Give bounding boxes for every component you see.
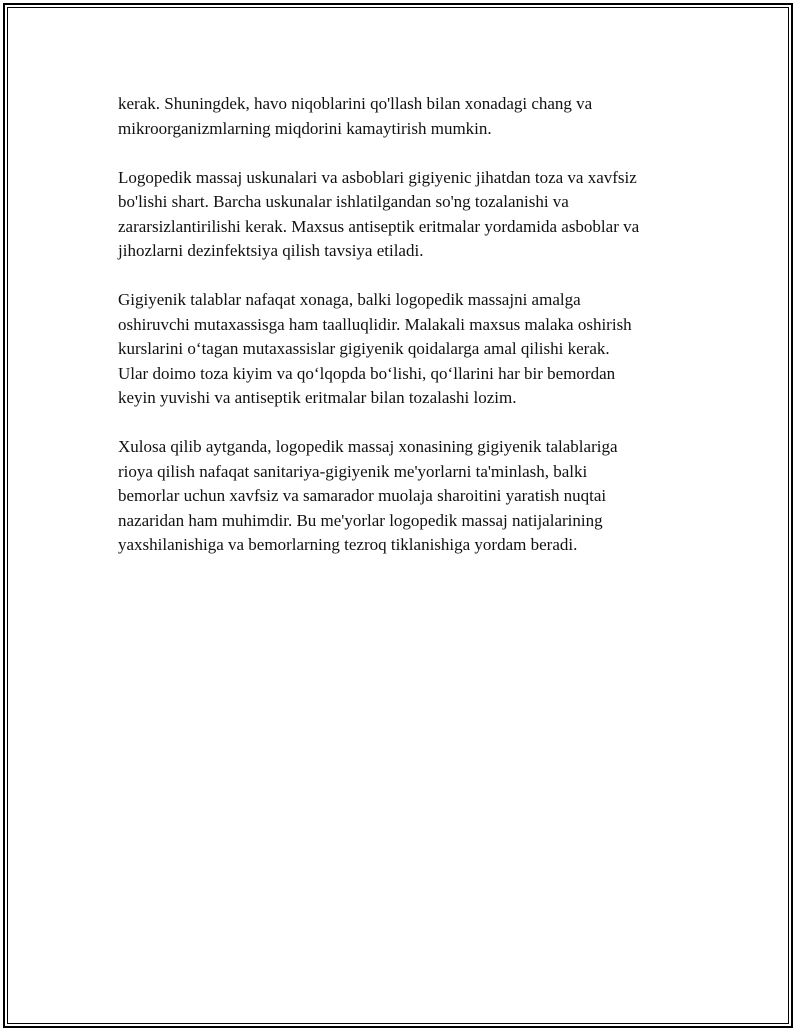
paragraph-2: Logopedik massaj uskunalari va asboblari gigiyenic jihatdan toza va xavfsiz bo'lishi shart. Barcha uskunalar ishlatilgandan so'ng tozalanishi va zararsizlantirilishi kerak. Maxsus antiseptik eritmalar yordamida asboblar va jihozlarni dezinfektsiya qilish tavsiya etiladi. [118,167,640,260]
paragraph-4: Xulosa qilib aytganda, logopedik massaj xonasining gigiyenik talablariga rioya qilish nafaqat sanitariya-gigiyenik me'yorlarni ta'minlash, balki bemorlar uchun xavfsiz va samarador muolaja sharoitini yaratish nuqtai nazaridan ham muhimdir. Bu me'yorlar logopedik massaj natijalarining yaxshilanishiga va bemorlarning tezroq tiklanishiga yordam beradi. [118,437,618,554]
document-body [118,92,688,582]
paragraph-3: Gigiyenik talablar nafaqat xonaga, balki logopedik massajni amalga oshiruvchi mutaxassisga ham taalluqlidir. Malakali maxsus malaka oshirish kurslarini o‘tagan mutaxassislar gigiyenik qoidalarga amal qilishi kerak. Ular doimo toza kiyim va qo‘lqopda bo‘lishi, qo‘llarini har bir bemordan keyin yuvishi va antiseptik eritmalar bilan tozalashi lozim. [118,290,632,407]
paragraph-1: kerak. Shuningdek, havo niqoblarini qo'llash bilan xonadagi chang va mikroorganizmlarning miqdorini kamaytirish mumkin. [118,94,593,138]
